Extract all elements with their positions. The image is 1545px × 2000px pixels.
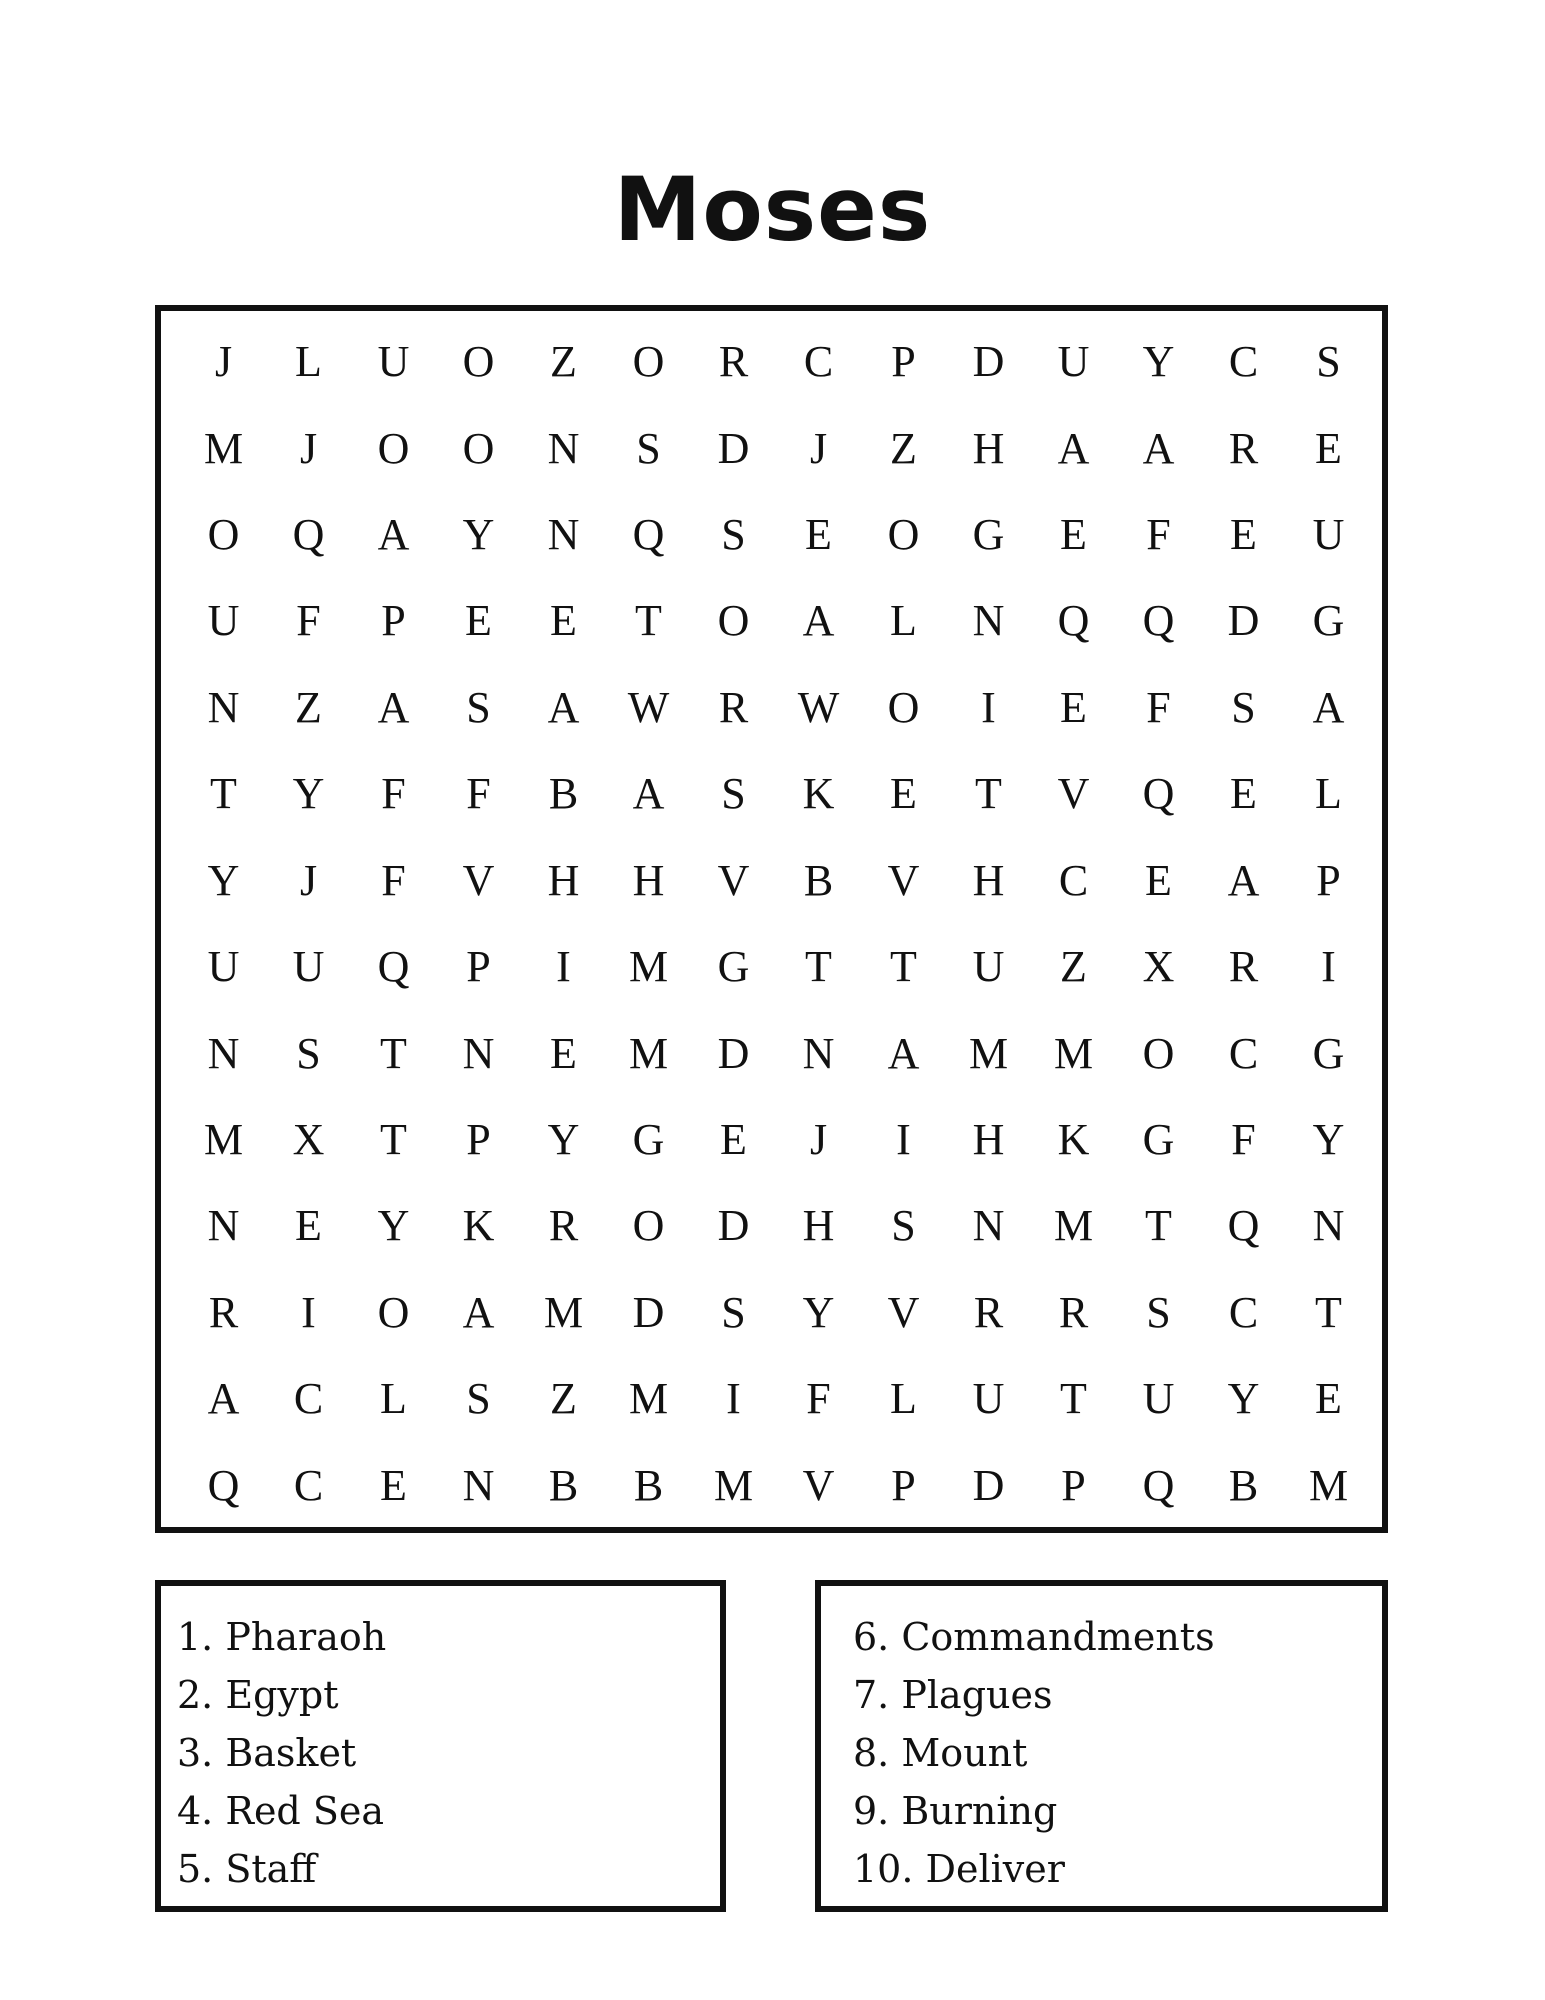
grid-letter[interactable]: N — [207, 1201, 240, 1251]
grid-letter[interactable]: A — [1142, 423, 1175, 473]
grid-letter[interactable]: A — [377, 682, 410, 732]
grid-letter[interactable]: K — [802, 769, 835, 819]
grid-letter[interactable]: R — [718, 682, 749, 732]
grid-letter[interactable]: O — [887, 682, 920, 732]
grid-letter[interactable]: O — [887, 510, 920, 560]
grid-letter[interactable]: S — [721, 510, 746, 560]
word-list-item: 3. Basket — [177, 1731, 357, 1775]
grid-letter[interactable]: M — [1053, 1028, 1094, 1078]
grid-letter[interactable]: E — [1145, 855, 1172, 905]
grid-letter[interactable]: U — [972, 942, 1005, 992]
grid-letter[interactable]: L — [1315, 769, 1342, 819]
grid-letter[interactable]: S — [721, 1287, 746, 1337]
grid-letter[interactable]: Q — [1142, 769, 1175, 819]
grid-letter[interactable]: D — [717, 1028, 750, 1078]
grid-letter[interactable]: D — [717, 1201, 750, 1251]
grid-letter[interactable]: G — [972, 510, 1005, 560]
grid-letter[interactable]: S — [891, 1201, 916, 1251]
grid-letter[interactable]: N — [547, 510, 580, 560]
grid-letter[interactable]: J — [809, 1115, 828, 1165]
grid-letter[interactable]: L — [890, 596, 917, 646]
grid-letter[interactable]: T — [1060, 1374, 1087, 1424]
grid-letter[interactable]: E — [805, 510, 832, 560]
grid-letter[interactable]: Y — [1142, 337, 1175, 387]
grid-letter[interactable]: S — [721, 769, 746, 819]
grid-letter[interactable]: Y — [462, 510, 495, 560]
grid-letter[interactable]: V — [1057, 769, 1090, 819]
grid-letter[interactable]: O — [632, 1201, 665, 1251]
grid-letter[interactable]: S — [466, 1374, 491, 1424]
grid-letter[interactable]: I — [301, 1287, 316, 1337]
grid-letter[interactable]: S — [466, 682, 491, 732]
grid-letter[interactable]: I — [981, 682, 996, 732]
grid-letter[interactable]: Y — [547, 1115, 580, 1165]
grid-letter[interactable]: N — [207, 682, 240, 732]
grid-letter[interactable]: N — [1312, 1201, 1345, 1251]
grid-letter[interactable]: D — [717, 423, 750, 473]
grid-letter[interactable]: T — [1145, 1201, 1172, 1251]
grid-letter[interactable]: N — [547, 423, 580, 473]
grid-letter[interactable]: G — [1312, 1028, 1345, 1078]
grid-letter[interactable]: H — [972, 855, 1005, 905]
grid-letter[interactable]: U — [972, 1374, 1005, 1424]
grid-letter[interactable]: M — [713, 1460, 754, 1510]
grid-letter[interactable]: T — [635, 596, 662, 646]
page-title: Moses — [613, 158, 932, 261]
grid-letter[interactable]: V — [887, 1287, 920, 1337]
grid-letter[interactable]: B — [1228, 1460, 1259, 1510]
letter-grid-box — [155, 305, 1388, 1533]
grid-letter[interactable]: Y — [1227, 1374, 1260, 1424]
grid-letter[interactable]: A — [1057, 423, 1090, 473]
grid-letter[interactable]: N — [972, 596, 1005, 646]
grid-letter[interactable]: H — [972, 423, 1005, 473]
grid-letter[interactable]: C — [1228, 337, 1259, 387]
grid-letter[interactable]: Q — [377, 942, 410, 992]
grid-letter[interactable]: S — [636, 423, 661, 473]
grid-letter[interactable]: M — [203, 423, 244, 473]
grid-letter[interactable]: N — [207, 1028, 240, 1078]
grid-letter[interactable]: M — [203, 1115, 244, 1165]
grid-letter[interactable]: J — [299, 855, 318, 905]
grid-letter[interactable]: J — [214, 337, 233, 387]
grid-letter[interactable]: E — [295, 1201, 322, 1251]
grid-letter[interactable]: V — [887, 855, 920, 905]
grid-letter[interactable]: R — [973, 1287, 1004, 1337]
grid-letter[interactable]: M — [968, 1028, 1009, 1078]
grid-letter[interactable]: N — [972, 1201, 1005, 1251]
grid-letter[interactable]: L — [380, 1374, 407, 1424]
grid-letter[interactable]: I — [556, 942, 571, 992]
grid-letter[interactable]: X — [292, 1115, 325, 1165]
grid-letter[interactable]: U — [377, 337, 410, 387]
grid-letter[interactable]: C — [1058, 855, 1089, 905]
word-list-item: 7. Plagues — [853, 1673, 1053, 1717]
grid-letter[interactable]: P — [381, 596, 406, 646]
grid-letter[interactable]: D — [632, 1287, 665, 1337]
grid-letter[interactable]: O — [207, 510, 240, 560]
grid-letter[interactable]: E — [550, 1028, 577, 1078]
grid-letter[interactable]: A — [1312, 682, 1345, 732]
grid-letter[interactable]: S — [296, 1028, 321, 1078]
grid-letter[interactable]: E — [380, 1460, 407, 1510]
grid-letter[interactable]: B — [548, 1460, 579, 1510]
word-list-item: 2. Egypt — [177, 1673, 339, 1717]
grid-letter[interactable]: R — [1228, 942, 1259, 992]
grid-letter[interactable]: R — [548, 1201, 579, 1251]
grid-letter[interactable]: Z — [295, 682, 322, 732]
grid-letter[interactable]: U — [1142, 1374, 1175, 1424]
grid-letter[interactable]: I — [896, 1115, 911, 1165]
grid-letter[interactable]: D — [972, 337, 1005, 387]
grid-letter[interactable]: Q — [207, 1460, 240, 1510]
grid-letter[interactable]: Q — [1227, 1201, 1260, 1251]
grid-letter[interactable]: V — [462, 855, 495, 905]
grid-letter[interactable]: E — [1230, 510, 1257, 560]
grid-letter[interactable]: O — [632, 337, 665, 387]
grid-letter[interactable]: G — [717, 942, 750, 992]
grid-letter[interactable]: U — [292, 942, 325, 992]
grid-letter[interactable]: G — [1142, 1115, 1175, 1165]
grid-letter[interactable]: M — [628, 942, 669, 992]
grid-letter[interactable]: N — [802, 1028, 835, 1078]
grid-letter[interactable]: H — [547, 855, 580, 905]
grid-letter[interactable]: G — [1312, 596, 1345, 646]
grid-letter[interactable]: O — [462, 423, 495, 473]
grid-letter[interactable]: J — [809, 423, 828, 473]
grid-letter[interactable]: O — [377, 1287, 410, 1337]
grid-letter[interactable]: A — [1227, 855, 1260, 905]
grid-letter[interactable]: R — [1228, 423, 1259, 473]
grid-letter[interactable]: T — [975, 769, 1002, 819]
grid-letter[interactable]: S — [1316, 337, 1341, 387]
grid-letter[interactable]: P — [1061, 1460, 1086, 1510]
grid-letter[interactable]: A — [887, 1028, 920, 1078]
grid-letter[interactable]: E — [720, 1115, 747, 1165]
grid-letter[interactable]: M — [628, 1028, 669, 1078]
grid-letter[interactable]: F — [1231, 1115, 1256, 1165]
grid-letter[interactable]: B — [633, 1460, 664, 1510]
grid-letter[interactable]: N — [462, 1028, 495, 1078]
grid-letter[interactable]: U — [1312, 510, 1345, 560]
grid-letter[interactable]: C — [1228, 1028, 1259, 1078]
grid-letter[interactable]: Z — [550, 337, 577, 387]
grid-letter[interactable]: B — [803, 855, 834, 905]
grid-letter[interactable]: Y — [292, 769, 325, 819]
grid-letter[interactable]: T — [380, 1028, 407, 1078]
grid-letter[interactable]: T — [380, 1115, 407, 1165]
grid-letter[interactable]: I — [726, 1374, 741, 1424]
grid-letter[interactable]: D — [1227, 596, 1260, 646]
grid-letter[interactable]: A — [207, 1374, 240, 1424]
grid-letter[interactable]: X — [1142, 942, 1175, 992]
word-list-item: 9. Burning — [853, 1789, 1058, 1833]
word-list-item: 4. Red Sea — [177, 1789, 385, 1833]
grid-letter[interactable]: H — [972, 1115, 1005, 1165]
grid-letter[interactable]: O — [462, 337, 495, 387]
grid-letter[interactable]: O — [717, 596, 750, 646]
grid-letter[interactable]: O — [377, 423, 410, 473]
grid-letter[interactable]: E — [1315, 423, 1342, 473]
word-list-left — [155, 1580, 726, 1912]
grid-letter[interactable]: I — [1321, 942, 1336, 992]
grid-letter[interactable]: Q — [632, 510, 665, 560]
grid-letter[interactable]: M — [1053, 1201, 1094, 1251]
grid-letter[interactable]: E — [550, 596, 577, 646]
grid-letter[interactable]: F — [296, 596, 321, 646]
grid-letter[interactable]: A — [802, 596, 835, 646]
grid-letter[interactable]: L — [890, 1374, 917, 1424]
grid-letter[interactable]: E — [1230, 769, 1257, 819]
grid-letter[interactable]: T — [1315, 1287, 1342, 1337]
grid-letter[interactable]: E — [1060, 510, 1087, 560]
grid-letter[interactable]: U — [1057, 337, 1090, 387]
grid-letter[interactable]: E — [1060, 682, 1087, 732]
grid-letter[interactable]: E — [1315, 1374, 1342, 1424]
grid-letter[interactable]: T — [805, 942, 832, 992]
grid-letter[interactable]: Z — [1060, 942, 1087, 992]
grid-letter[interactable]: P — [1316, 855, 1341, 905]
grid-letter[interactable]: P — [891, 1460, 916, 1510]
grid-letter[interactable]: A — [547, 682, 580, 732]
grid-letter[interactable]: P — [466, 942, 491, 992]
grid-letter[interactable]: Y — [377, 1201, 410, 1251]
grid-letter[interactable]: K — [462, 1201, 495, 1251]
grid-letter[interactable]: F — [806, 1374, 831, 1424]
grid-letter[interactable]: F — [1146, 682, 1171, 732]
word-list-item: 6. Commandments — [853, 1615, 1215, 1659]
grid-letter[interactable]: G — [632, 1115, 665, 1165]
grid-letter[interactable]: A — [632, 769, 665, 819]
word-list-item: 5. Staff — [177, 1847, 317, 1891]
grid-letter[interactable]: U — [207, 942, 240, 992]
word-list-right — [815, 1580, 1388, 1912]
grid-letter[interactable]: R — [1058, 1287, 1089, 1337]
grid-letter[interactable]: S — [1146, 1287, 1171, 1337]
grid-letter[interactable]: O — [1142, 1028, 1175, 1078]
grid-letter[interactable]: U — [207, 596, 240, 646]
grid-letter[interactable]: W — [797, 682, 840, 732]
grid-letter[interactable]: P — [466, 1115, 491, 1165]
grid-letter[interactable]: E — [890, 769, 917, 819]
grid-letter[interactable]: C — [1228, 1287, 1259, 1337]
grid-letter[interactable]: Z — [550, 1374, 577, 1424]
grid-letter[interactable]: Q — [292, 510, 325, 560]
word-list-item: 8. Mount — [853, 1731, 1028, 1775]
grid-letter[interactable]: Q — [1142, 1460, 1175, 1510]
grid-letter[interactable]: H — [802, 1201, 835, 1251]
grid-letter[interactable]: V — [802, 1460, 835, 1510]
letter-grid — [181, 319, 1371, 1529]
grid-letter[interactable]: C — [293, 1460, 324, 1510]
grid-letter[interactable]: F — [1146, 510, 1171, 560]
grid-letter[interactable]: Q — [1057, 596, 1090, 646]
grid-letter[interactable]: Z — [890, 423, 917, 473]
grid-letter[interactable]: K — [1057, 1115, 1090, 1165]
grid-letter[interactable]: M — [1308, 1460, 1349, 1510]
grid-letter[interactable]: V — [717, 855, 750, 905]
grid-letter[interactable]: M — [543, 1287, 584, 1337]
grid-letter[interactable]: F — [381, 855, 406, 905]
grid-letter[interactable]: P — [891, 337, 916, 387]
grid-letter[interactable]: C — [293, 1374, 324, 1424]
grid-letter[interactable]: E — [465, 596, 492, 646]
grid-letter[interactable]: Y — [802, 1287, 835, 1337]
grid-letter[interactable]: N — [462, 1460, 495, 1510]
grid-letter[interactable]: F — [466, 769, 491, 819]
grid-letter[interactable]: S — [1231, 682, 1256, 732]
grid-letter[interactable]: T — [210, 769, 237, 819]
grid-letter[interactable]: Q — [1142, 596, 1175, 646]
grid-letter[interactable]: L — [295, 337, 322, 387]
grid-letter[interactable]: D — [972, 1460, 1005, 1510]
grid-letter[interactable]: Y — [1312, 1115, 1345, 1165]
grid-letter[interactable]: F — [381, 769, 406, 819]
grid-letter[interactable]: M — [628, 1374, 669, 1424]
grid-letter[interactable]: C — [803, 337, 834, 387]
grid-letter[interactable]: A — [462, 1287, 495, 1337]
grid-letter[interactable]: R — [718, 337, 749, 387]
grid-letter[interactable]: H — [632, 855, 665, 905]
grid-letter[interactable]: J — [299, 423, 318, 473]
word-list-item: 1. Pharaoh — [177, 1615, 387, 1659]
grid-letter[interactable]: B — [548, 769, 579, 819]
word-list-item: 10. Deliver — [853, 1847, 1065, 1891]
grid-letter[interactable]: Y — [207, 855, 240, 905]
grid-letter[interactable]: T — [890, 942, 917, 992]
grid-letter[interactable]: A — [377, 510, 410, 560]
grid-letter[interactable]: R — [208, 1287, 239, 1337]
grid-letter[interactable]: W — [627, 682, 670, 732]
